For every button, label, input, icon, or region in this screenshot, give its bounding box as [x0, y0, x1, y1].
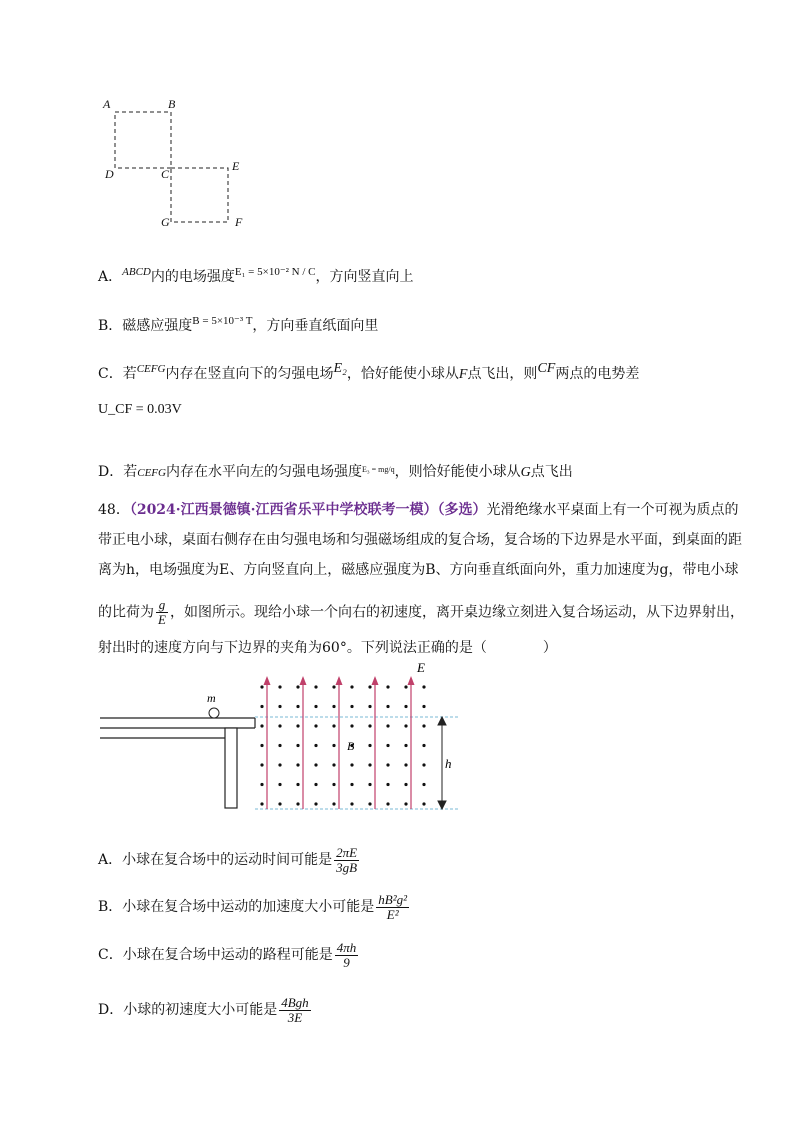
table [100, 718, 255, 808]
magnetic-field-dots [260, 685, 425, 805]
field-dot [314, 783, 317, 786]
field-dot [368, 802, 371, 805]
label-b: B [168, 97, 176, 111]
field-dot [422, 744, 425, 747]
q47-option-d: D．若CEFG内存在水平向左的匀强电场强度$^{E_3 = mg/q}$，则恰好能使小球从G点飞出 [98, 464, 573, 480]
field-dot [350, 783, 353, 786]
q48-line-1: 48．（2024·江西景德镇·江西省乐平中学校联考一模）（多选）光滑绝缘水平桌面上有一个可视为质点的 [98, 502, 739, 518]
q47-option-c: C．若$^{CEFG}$内存在竖直向下的匀强电场E₂，恰好能使小球从F点飞出，则CF两点的电势差 [98, 361, 640, 382]
field-dot [350, 763, 353, 766]
electric-field-lines [264, 676, 415, 809]
field-dot [314, 724, 317, 727]
field-dot [260, 763, 263, 766]
q48-option-a: A．小球在复合场中的运动时间可能是 $\frac{2\pi E}{3gB}$ [98, 844, 358, 875]
field-arrowhead [264, 676, 271, 685]
field-dot [278, 744, 281, 747]
field-dot [278, 724, 281, 727]
q47-option-a: A．$^{ABCD}$内的电场强度$^{E_1 = 5\times 10^{-2} N / C}$，方向竖直向上 [98, 266, 414, 285]
field-dot [278, 783, 281, 786]
field-dot [404, 705, 407, 708]
label-a: A [103, 97, 111, 111]
field-dot [278, 685, 281, 688]
field-dot [296, 783, 299, 786]
label-g: G [161, 215, 170, 229]
q48-line-2: 带正电小球，桌面右侧存在由匀强电场和匀强磁场组成的复合场，复合场的下边界是水平面，到桌面的距 [98, 532, 742, 548]
field-dot [404, 744, 407, 747]
field-b-label: B [347, 739, 355, 753]
q48-source: （2024·江西景德镇·江西省乐平中学校联考一模）（多选） [129, 502, 487, 518]
field-dot [368, 724, 371, 727]
field-dot [368, 783, 371, 786]
field-dot [278, 705, 281, 708]
field-dot [260, 802, 263, 805]
field-dot [386, 685, 389, 688]
field-dot [260, 705, 263, 708]
field-dot [422, 724, 425, 727]
field-dot [314, 685, 317, 688]
field-dot [296, 802, 299, 805]
field-arrowhead [372, 676, 379, 685]
field-dot [422, 783, 425, 786]
field-dot [332, 763, 335, 766]
field-dot [386, 783, 389, 786]
field-dot [350, 724, 353, 727]
field-dot [404, 802, 407, 805]
squares-figure [95, 90, 265, 230]
field-dot [296, 724, 299, 727]
field-dot [260, 724, 263, 727]
field-dot [296, 685, 299, 688]
field-dot [422, 802, 425, 805]
field-dot [332, 724, 335, 727]
field-dot [278, 763, 281, 766]
field-dot [332, 802, 335, 805]
field-arrowhead [300, 676, 307, 685]
field-dot [368, 705, 371, 708]
field-dot [422, 705, 425, 708]
field-dot [422, 763, 425, 766]
field-dot [278, 802, 281, 805]
q47-option-c-potential: U_CF = 0.03V [98, 402, 182, 417]
field-dot [350, 685, 353, 688]
field-dot [314, 763, 317, 766]
field-dot [314, 705, 317, 708]
field-dot [368, 763, 371, 766]
ball [209, 708, 219, 718]
q48-line-4: 的比荷为 $\frac{g}{E}$ ，如图所示。现给小球一个向右的初速度，离开桌边缘立刻进入复合场运动，从下边界射出， [98, 597, 744, 627]
mass-label: m [207, 691, 216, 705]
field-dot [260, 685, 263, 688]
field-e-label: E [417, 660, 425, 675]
q47-option-b: B．磁感应强度$^{B = 5\times 10^{-3} T}$，方向垂直纸面向里 [98, 315, 379, 334]
field-dot [332, 744, 335, 747]
field-dot [386, 744, 389, 747]
q48-option-d: D．小球的初速度大小可能是 $\frac{\text{4Bgh}}{3E}$ [98, 994, 309, 1025]
square-abcd [115, 112, 171, 168]
label-d: D [105, 167, 114, 181]
q48-line-5: 射出时的速度方向与下边界的夹角为60°。下列说法正确的是（ ） [98, 640, 557, 656]
field-arrowhead [408, 676, 415, 685]
square-cefg [171, 168, 228, 222]
label-c: C [161, 167, 170, 181]
field-dot [422, 685, 425, 688]
field-dot [296, 763, 299, 766]
field-dot [368, 744, 371, 747]
field-dot [368, 685, 371, 688]
label-e: E [232, 159, 240, 173]
field-dot [386, 763, 389, 766]
field-dot [350, 802, 353, 805]
field-dot [386, 705, 389, 708]
field-dot [386, 724, 389, 727]
field-dot [386, 802, 389, 805]
field-dot [350, 705, 353, 708]
height-label: h [445, 756, 452, 771]
field-dot [404, 763, 407, 766]
field-dot [314, 744, 317, 747]
field-dot [404, 783, 407, 786]
field-dot [260, 744, 263, 747]
field-dot [296, 705, 299, 708]
q48-line-3: 离为h，电场强度为E、方向竖直向上，磁感应强度为B、方向垂直纸面向外，重力加速度为g，带电小球 [98, 562, 739, 578]
q48-option-b: B．小球在复合场中运动的加速度大小可能是 $\frac{\text{hB²g²}}{\text{E²}}$ [98, 891, 408, 922]
field-arrowhead [336, 676, 343, 685]
field-dot [332, 705, 335, 708]
field-dot [314, 802, 317, 805]
field-dot [296, 744, 299, 747]
field-dot [332, 783, 335, 786]
q48-option-c: C．小球在复合场中运动的路程可能是 $\frac{4\pi h}{9}$ [98, 939, 357, 970]
field-figure [95, 660, 475, 820]
field-dot [260, 783, 263, 786]
field-dot [404, 724, 407, 727]
charge-ratio-fraction: $\frac{g}{E}$ [158, 597, 166, 627]
label-f: F [235, 215, 243, 229]
field-dot [332, 685, 335, 688]
field-dot [404, 685, 407, 688]
